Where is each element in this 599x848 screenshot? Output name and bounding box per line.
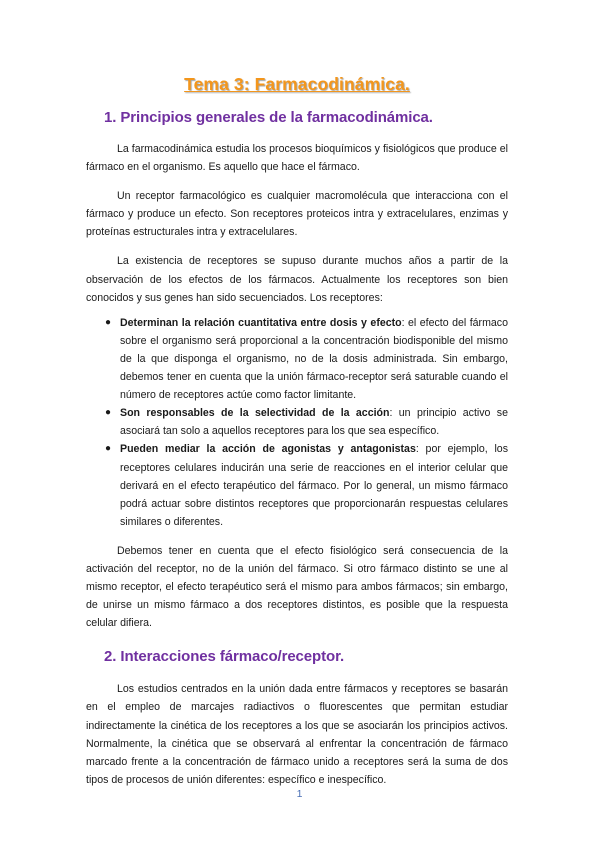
receptor-properties-list [86,314,508,531]
document-title: Tema 3: Farmacodinámica. [184,74,410,94]
list-item [105,440,508,530]
list-item-bold: Determinan la relación cuantitativa entre dosis y efecto [120,316,402,329]
paragraph-interactions: Los estudios centrados en la unión dada entre fármacos y receptores se basarán en el empleo de marcajes radiactivos o fluorescentes que permitan estudiar indirectamente la cinética de los receptores a los que se asociarán los principios activos. Normalmente, la cinética que se observará al enfrentar la concentración de fármaco marcado frente a la concentración de fármaco unido a receptores será la suma de dos tipos de procesos de unión diferentes: específico e inespecífico. [86,683,508,786]
bullet-icon: ● [105,407,112,419]
list-item [105,314,508,404]
bullet-icon: ● [105,443,112,455]
paragraph-existence: La existencia de receptores se supuso durante muchos años a partir de la observación de los efectos de los fármacos. Actualmente los receptores son bien conocidos y sus genes han sido secuenciados. Los receptores: [86,255,508,304]
page-number: 1 [296,788,303,800]
section-1-heading: 1. Principios generales de la farmacodinámica. [104,109,433,126]
list-item-text: : un principio activo se asociará tan solo a aquellos receptores para los que sea específico. [120,407,508,438]
paragraph-closing: Debemos tener en cuenta que el efecto fisiológico será consecuencia de la activación del receptor, no de la unión del fármaco. Si otro fármaco distinto se une al mismo receptor, el efecto terapéutico será el mismo para ambos fármacos; sin embargo, de unirse un mismo fármaco a dos receptores distintos, es posible que la respuesta celular difiera. [86,544,508,630]
paragraph-receptor: Un receptor farmacológico es cualquier macromolécula que interacciona con el fármaco y produce un efecto. Son receptores proteicos intra y extracelulares, enzimas y proteínas estructurales intra y extracelulares. [86,190,508,239]
list-item-bold: Son responsables de la selectividad de la acción [120,407,390,420]
list-item-text: : el efecto del fármaco sobre el organismo será proporcional a la concentración biodisponible del mismo de la que disponga el organismo, no de la dosis administrada. Sin embargo, debemos tener en cuenta que la unión fármaco-receptor será saturable cuando el número de receptores actúe como factor limitante. [120,316,508,402]
list-item-bold: Pueden mediar la acción de agonistas y antagonistas [120,443,416,456]
bullet-icon: ● [105,316,112,328]
section-2-heading: 2. Interacciones fármaco/receptor. [104,648,345,666]
list-item-text: : por ejemplo, los receptores celulares inducirán una serie de reacciones en el interior celular que derivará en el efecto terapéutico del fármaco. Por lo general, un mismo fármaco podrá actuar sobre distintos receptores que proporcionarán respuestas celulares similares o diferentes. [120,443,508,528]
paragraph-definition: La farmacodinámica estudia los procesos bioquímicos y fisiológicos que produce el fármaco en el organismo. Es aquello que hace el fármaco. [86,143,508,174]
list-item [105,404,508,440]
